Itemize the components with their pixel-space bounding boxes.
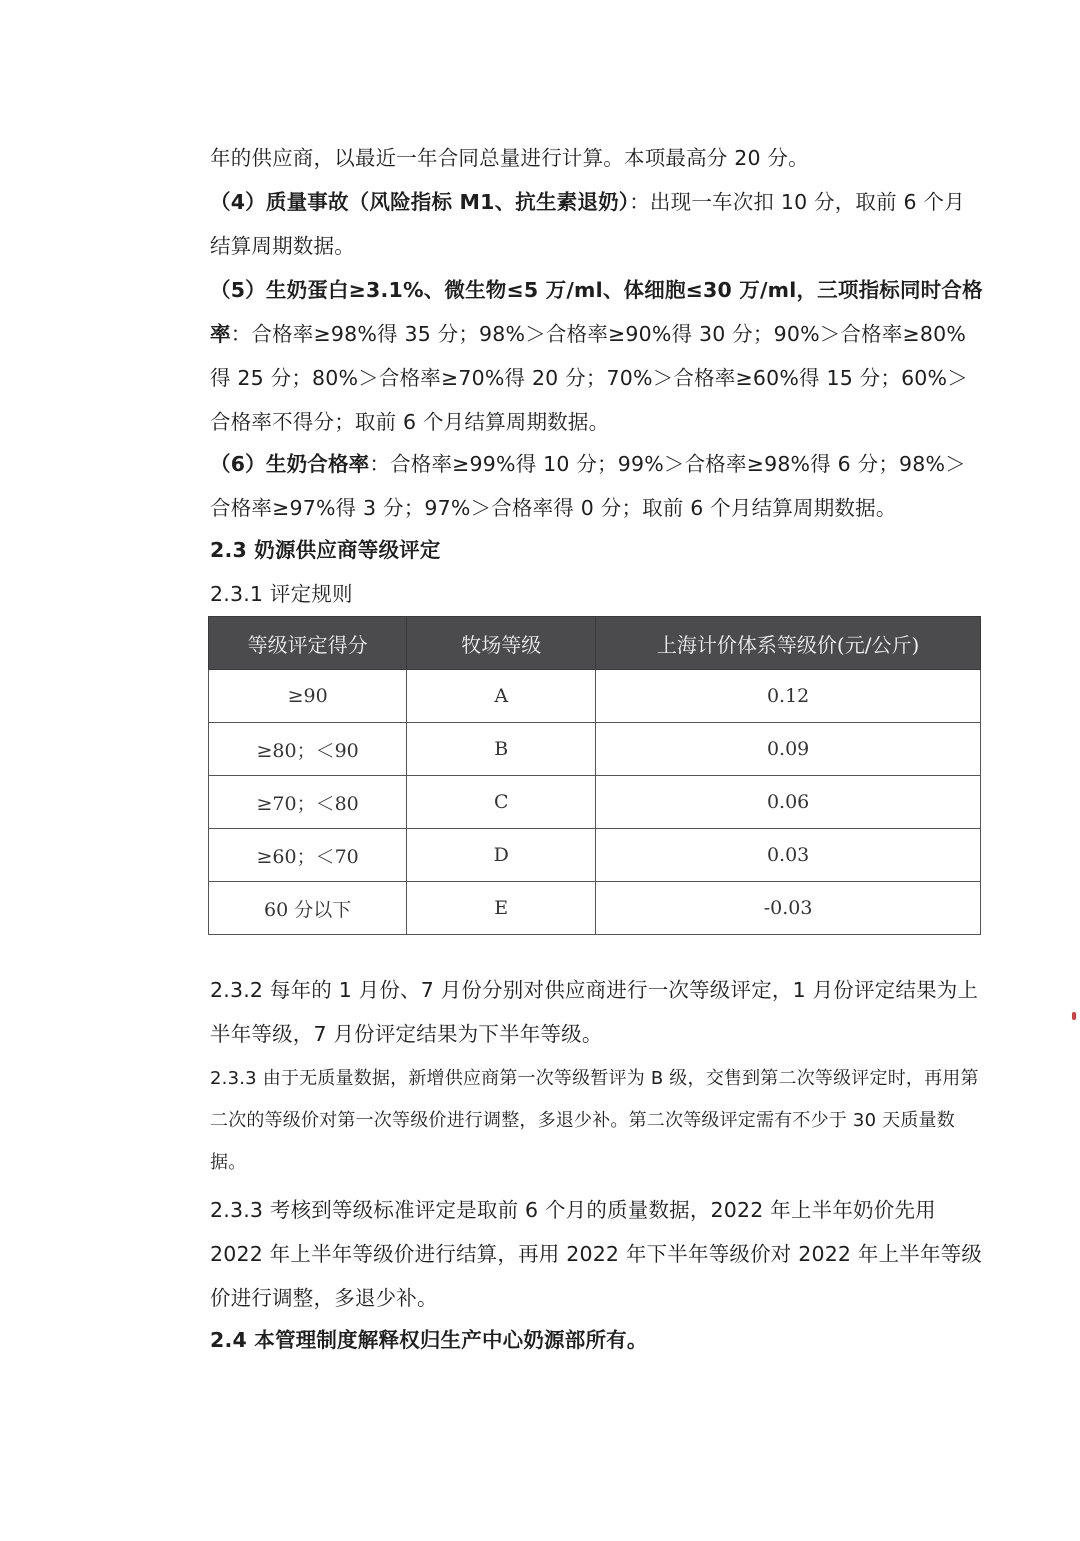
scan-mark	[1072, 1012, 1076, 1020]
table-header-row	[209, 617, 981, 670]
subsection-heading-2-3-1: 2.3.1 评定规则	[210, 582, 353, 606]
table-cell: 60 分以下	[209, 882, 407, 935]
table-cell: ≥70；＜80	[209, 776, 407, 829]
paragraph-2-3-2: 2.3.2 每年的 1 月份、7 月份分别对供应商进行一次等级评定，1 月份评定结果为上半年等级，7 月份评定结果为下半年等级。	[210, 978, 979, 1046]
table-row	[209, 882, 981, 935]
table-row	[209, 776, 981, 829]
table-cell: D	[407, 829, 596, 882]
quality-incident-text: ：出现一车次扣 10 分，取前 6 个月结算周期数据。	[210, 190, 965, 258]
section-heading-2-3: 2.3 奶源供应商等级评定	[210, 538, 441, 562]
milk-pass-rate-title: （6）生奶合格率	[210, 452, 370, 476]
paragraph-2-3-3-adjustment: 2.3.3 考核到等级标准评定是取前 6 个月的质量数据，2022 年上半年奶价先用 2022 年上半年等级价进行结算，再用 2022 年下半年等级价对 2022 年上半年等级价进行调整，多退少补。	[210, 1198, 983, 1310]
table-cell: ≥60；＜70	[209, 829, 407, 882]
table-cell: 0.03	[596, 829, 981, 882]
section-heading-2-4: 2.4 本管理制度解释权归生产中心奶源部所有。	[210, 1328, 648, 1352]
table-cell: A	[407, 670, 596, 723]
milk-pass-rate-text: ：合格率≥99%得 10 分；99%＞合格率≥98%得 6 分；98%＞合格率≥97%得 3 分；97%＞合格率得 0 分；取前 6 个月结算周期数据。	[210, 452, 966, 520]
table-cell: ≥90	[209, 670, 407, 723]
combined-pass-rate-text: ：合格率≥98%得 35 分；98%＞合格率≥90%得 30 分；90%＞合格率≥80%得 25 分；80%＞合格率≥70%得 20 分；70%＞合格率≥60%得 15 分；60%＞合格率不得分；取前 6 个月结算周期数据。	[210, 322, 968, 434]
paragraph-quality-incident	[210, 180, 985, 268]
paragraph-combined-pass-rate	[210, 268, 985, 444]
table-cell: ≥80；＜90	[209, 723, 407, 776]
table-cell: 0.06	[596, 776, 981, 829]
table-row	[209, 723, 981, 776]
table-cell: 0.12	[596, 670, 981, 723]
paragraph-supplier-volume: 年的供应商，以最近一年合同总量进行计算。本项最高分 20 分。	[210, 146, 809, 170]
table-row	[209, 829, 981, 882]
table-cell: B	[407, 723, 596, 776]
table-cell: -0.03	[596, 882, 981, 935]
table-header-cell: 上海计价体系等级价(元/公斤)	[596, 617, 981, 670]
quality-incident-title: （4）质量事故（风险指标 M1、抗生素退奶）	[210, 190, 630, 214]
grade-table	[208, 616, 981, 935]
table-row	[209, 670, 981, 723]
table-header-cell: 牧场等级	[407, 617, 596, 670]
table-cell: C	[407, 776, 596, 829]
table-header-cell: 等级评定得分	[209, 617, 407, 670]
table-cell: E	[407, 882, 596, 935]
paragraph-2-3-3-new-supplier: 2.3.3 由于无质量数据，新增供应商第一次等级暂评为 B 级，交售到第二次等级评定时，再用第二次的等级价对第一次等级价进行调整，多退少补。第二次等级评定需有不少于 30 天质量数据。	[210, 1068, 979, 1173]
table-cell: 0.09	[596, 723, 981, 776]
paragraph-milk-pass-rate	[210, 442, 985, 530]
combined-pass-rate-title: （5）生奶蛋白≥3.1%、微生物≤5 万/ml、体细胞≤30 万/ml，三项指标同时合格率	[210, 278, 983, 346]
